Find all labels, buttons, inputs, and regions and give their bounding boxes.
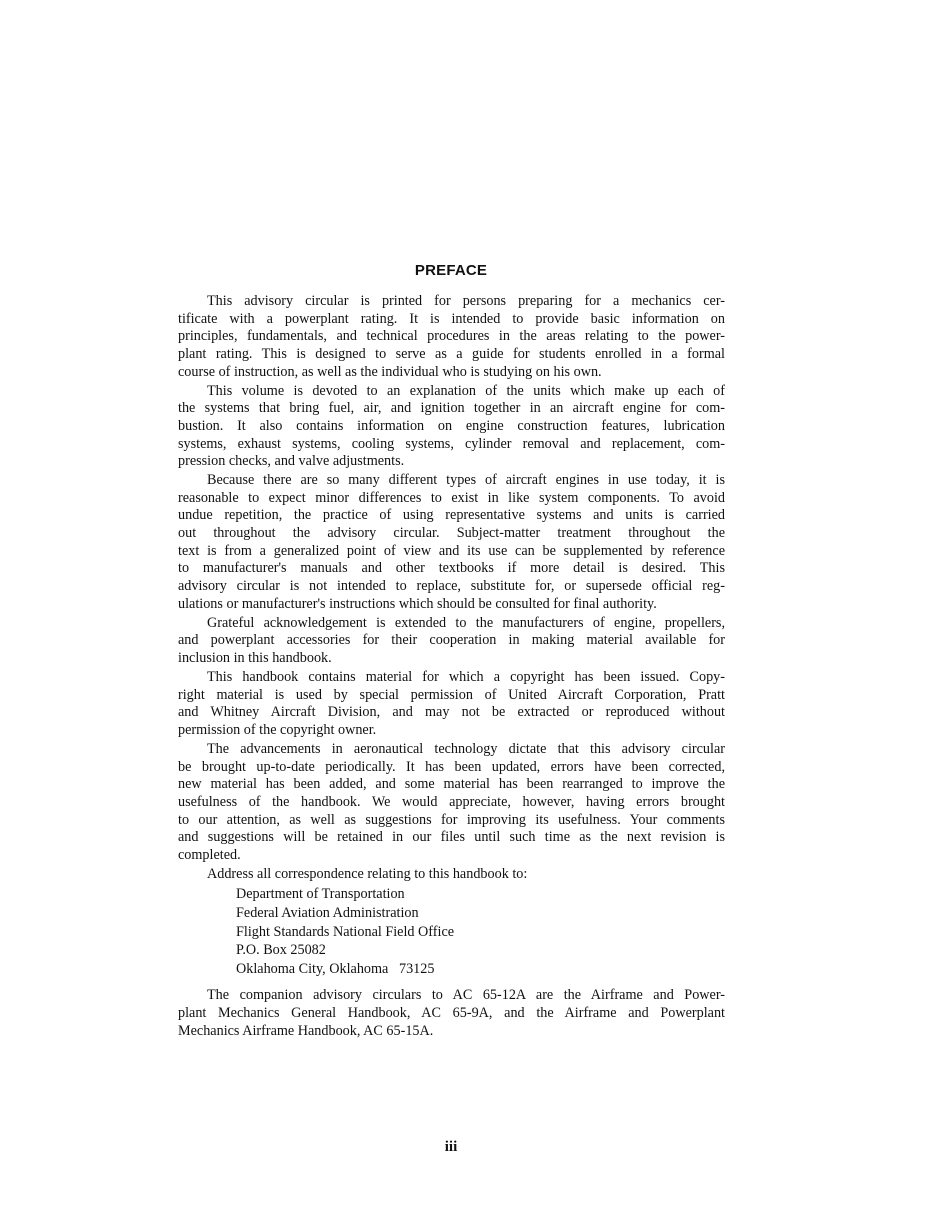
text-line: Grateful acknowledgement is extended to the manufacturers of engine, propellers, bbox=[207, 614, 725, 631]
paragraph bbox=[178, 741, 725, 865]
text-line: permission of the copyright owner. bbox=[178, 721, 377, 738]
page-number: iii bbox=[444, 1139, 458, 1155]
text-line: This handbook contains material for which a copyright has been issued. Copy- bbox=[207, 668, 725, 685]
text-line: right material is used by special permission of United Aircraft Corporation, Pratt bbox=[178, 686, 725, 703]
address-line: Flight Standards National Field Office bbox=[236, 923, 455, 940]
text-line: and Whitney Aircraft Division, and may not be extracted or reproduced without bbox=[178, 704, 725, 721]
text-line: to our attention, as well as suggestions for improving its usefulness. Your comments bbox=[178, 811, 725, 828]
text-line: pression checks, and valve adjustments. bbox=[178, 453, 405, 470]
text-line: course of instruction, as well as the individual who is studying on his own. bbox=[178, 363, 602, 380]
text-line: tificate with a powerplant rating. It is intended to provide basic information on bbox=[178, 310, 725, 327]
paragraph bbox=[178, 615, 725, 668]
address-line: Department of Transportation bbox=[236, 886, 405, 903]
page-title: PREFACE bbox=[414, 262, 488, 279]
text-line: undue repetition, the practice of using representative systems and units is carried bbox=[178, 507, 725, 524]
text-line: Because there are so many different types of aircraft engines in use today, it is bbox=[207, 472, 725, 489]
paragraph bbox=[178, 472, 725, 613]
text-line: and suggestions will be retained in our files until such time as the next revision is bbox=[178, 829, 725, 846]
text-line: new material has been added, and some material has been rearranged to improve the bbox=[178, 776, 725, 793]
address-line: Oklahoma City, Oklahoma 73125 bbox=[236, 960, 435, 977]
text-line: Mechanics Airframe Handbook, AC 65-15A. bbox=[178, 1022, 434, 1039]
text-line: be brought up-to-date periodically. It has been updated, errors have been corrected, bbox=[178, 758, 725, 775]
text-line: ulations or manufacturer's instructions which should be consulted for final authority. bbox=[178, 595, 657, 612]
address-line: P.O. Box 25082 bbox=[236, 942, 326, 959]
address-line: Federal Aviation Administration bbox=[236, 905, 419, 922]
companion-paragraph bbox=[178, 987, 725, 1040]
text-line: advisory circular is not intended to replace, substitute for, or supersede official reg- bbox=[178, 578, 725, 595]
mailing-address bbox=[178, 885, 725, 978]
text-line: reasonable to expect minor differences to exist in like system components. To avoid bbox=[178, 489, 725, 506]
text-line: completed. bbox=[178, 846, 241, 863]
text-line: The advancements in aeronautical technology dictate that this advisory circular bbox=[207, 740, 725, 757]
text-line: usefulness of the handbook. We would appreciate, however, having errors brought bbox=[178, 793, 725, 810]
text-line: text is from a generalized point of view and its use can be supplemented by reference bbox=[178, 542, 725, 559]
text-line: out throughout the advisory circular. Subject-matter treatment throughout the bbox=[178, 525, 725, 542]
address-intro: Address all correspondence relating to this handbook to: bbox=[207, 865, 528, 882]
text-line: systems, exhaust systems, cooling systems, cylinder removal and replacement, com- bbox=[178, 435, 725, 452]
text-line: plant rating. This is designed to serve as a guide for students enrolled in a formal bbox=[178, 345, 725, 362]
paragraph bbox=[178, 293, 725, 381]
text-line: the systems that bring fuel, air, and ignition together in an aircraft engine for com- bbox=[178, 400, 725, 417]
text-line: to manufacturer's manuals and other textbooks if more detail is desired. This bbox=[178, 560, 725, 577]
preface-body bbox=[178, 293, 725, 1040]
text-line: bustion. It also contains information on engine construction features, lubrication bbox=[178, 417, 725, 434]
text-line: This volume is devoted to an explanation of the units which make up each of bbox=[207, 382, 725, 399]
text-line: and powerplant accessories for their cooperation in making material available for bbox=[178, 632, 725, 649]
paragraph bbox=[178, 669, 725, 740]
paragraph bbox=[178, 383, 725, 471]
paragraphs bbox=[178, 293, 725, 864]
text-line: This advisory circular is printed for persons preparing for a mechanics cer- bbox=[207, 293, 725, 309]
text-line: The companion advisory circulars to AC 65-12A are the Airframe and Power- bbox=[207, 987, 725, 1004]
text-line: plant Mechanics General Handbook, AC 65-9A, and the Airframe and Powerplant bbox=[178, 1005, 725, 1022]
text-line: principles, fundamentals, and technical procedures in the areas relating to the power- bbox=[178, 328, 725, 345]
text-line: inclusion in this handbook. bbox=[178, 650, 332, 667]
